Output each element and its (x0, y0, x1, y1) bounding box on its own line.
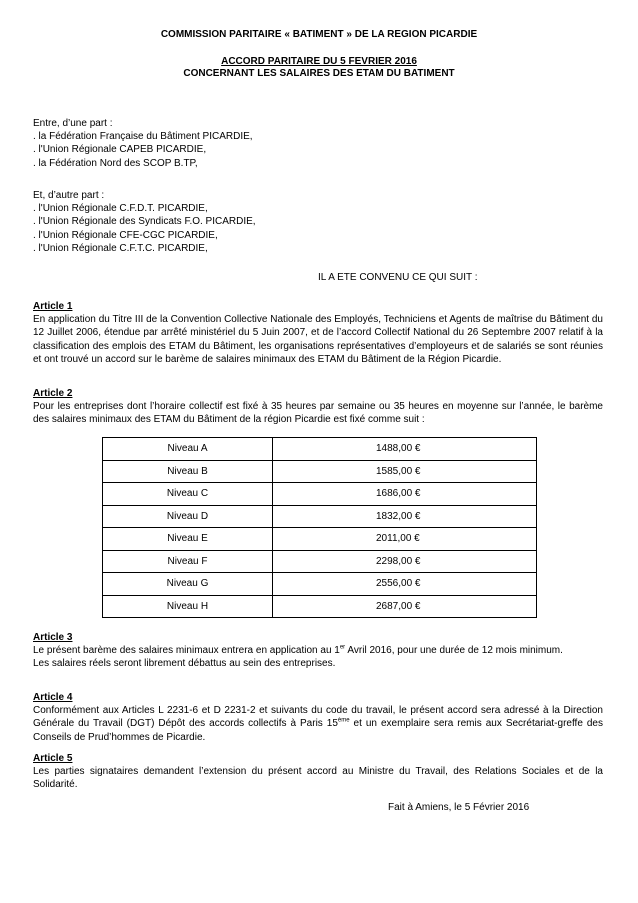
employer-item: . l'Union Régionale CAPEB PICARDIE, (33, 144, 207, 156)
table-row (103, 595, 537, 618)
union-item: . l'Union Régionale des Syndicats F.O. PICARDIE, (33, 216, 256, 228)
salary-cell: 2011,00 € (273, 528, 537, 551)
employer-parties (33, 117, 603, 170)
superscript-eme: ème (337, 718, 350, 725)
table-row (103, 573, 537, 596)
employer-intro: Entre, d’une part : (33, 118, 113, 129)
article-4-text-end: et un exemplaire sera remis aux Secrétariat-greffe des Conseils de Prud’hommes de Picardie. (33, 718, 603, 743)
accord-title: ACCORD PARITAIRE DU 5 FEVRIER 2016 (221, 56, 417, 67)
article-2-title: Article 2 (33, 388, 73, 399)
signature-line: Fait à Amiens, le 5 Février 2016 (388, 802, 530, 813)
table-row (103, 438, 537, 461)
salary-table (102, 437, 537, 618)
union-item: . l'Union Régionale CFE-CGC PICARDIE, (33, 229, 218, 241)
table-row (103, 550, 537, 573)
salary-cell: 1686,00 € (273, 483, 537, 506)
article-4-text-start: Conformément aux Articles L 2231-6 et D 2231-2 et suivants du code du travail, le présent accord sera adressé à la Direction Générale du Travail (DGT) Dépôt des accords collectifs à Paris 15 (33, 705, 603, 730)
commission-title: COMMISSION PARITAIRE « BATIMENT » DE LA REGION PICARDIE (160, 29, 478, 40)
niveau-cell: Niveau A (103, 438, 273, 461)
niveau-cell: Niveau F (103, 550, 273, 573)
article-2 (33, 387, 603, 427)
accord-subject: CONCERNANT LES SALAIRES DES ETAM DU BATIMENT (183, 68, 455, 79)
article-2-text: Pour les entreprises dont l’horaire collectif est fixé à 35 heures par semaine ou 35 heures en moyenne sur l’année, le barème des salaires minimaux des ETAM du Bâtiment de la région Picardie est fixé comme suit : (33, 401, 603, 426)
article-1-title: Article 1 (33, 301, 73, 312)
article-3-text (33, 645, 563, 656)
niveau-cell: Niveau E (103, 528, 273, 551)
table-row (103, 528, 537, 551)
salary-cell: 2556,00 € (273, 573, 537, 596)
article-3-text-2: Les salaires réels seront librement débattus au sein des entreprises. (33, 658, 336, 670)
table-row (103, 460, 537, 483)
article-3-title: Article 3 (33, 632, 73, 643)
salary-cell: 1585,00 € (273, 460, 537, 483)
article-4 (33, 691, 603, 744)
union-parties (33, 189, 603, 255)
table-row (103, 483, 537, 506)
article-5-text: Les parties signataires demandent l’extension du présent accord au Ministre du Travail, des Relations Sociales et de la Solidarité. (33, 766, 603, 791)
table-row (103, 505, 537, 528)
union-item: . l'Union Régionale C.F.T.C. PICARDIE, (33, 242, 208, 254)
niveau-cell: Niveau G (103, 573, 273, 596)
union-item: . l'Union Régionale C.F.D.T. PICARDIE, (33, 203, 208, 215)
convenu-statement: IL A ETE CONVENU CE QUI SUIT : (318, 272, 478, 283)
salary-cell: 2298,00 € (273, 550, 537, 573)
niveau-cell: Niveau C (103, 483, 273, 506)
salary-cell: 1832,00 € (273, 505, 537, 528)
article-1 (33, 300, 603, 366)
article-4-text (33, 705, 603, 742)
salary-cell: 1488,00 € (273, 438, 537, 461)
article-5 (33, 752, 603, 792)
niveau-cell: Niveau D (103, 505, 273, 528)
article-5-title: Article 5 (33, 753, 73, 764)
salary-cell: 2687,00 € (273, 595, 537, 618)
employer-item: . la Fédération Française du Bâtiment PICARDIE, (33, 131, 253, 143)
article-3-text-end: Avril 2016, pour une durée de 12 mois minimum. (345, 645, 563, 657)
union-intro: Et, d’autre part : (33, 190, 105, 201)
article-4-title: Article 4 (33, 692, 73, 703)
employer-item: . la Fédération Nord des SCOP B.TP, (33, 157, 198, 169)
article-3 (33, 631, 603, 671)
niveau-cell: Niveau B (103, 460, 273, 483)
superscript-er: er (339, 644, 346, 651)
article-1-text: En application du Titre III de la Convention Collective Nationale des Employés, Techniciens et Agents de maîtrise du Bâtiment du 12 Juillet 2006, étendue par arrêté ministériel du 5 Juin 2007, et de l’accord Collectif National du 26 Septembre 2007 relatif à la classification des emplois des ETAM du Bâtiment, les organisations représentatives d’employeurs et de salariés se sont réunies et ont trouvé un accord sur le barème de salaires minimaux des ETAM du Bâtiment de la Région Picardie. (33, 314, 603, 365)
article-3-text-start: Le présent barème des salaires minimaux entrera en application au 1 (33, 645, 340, 657)
niveau-cell: Niveau H (103, 595, 273, 618)
